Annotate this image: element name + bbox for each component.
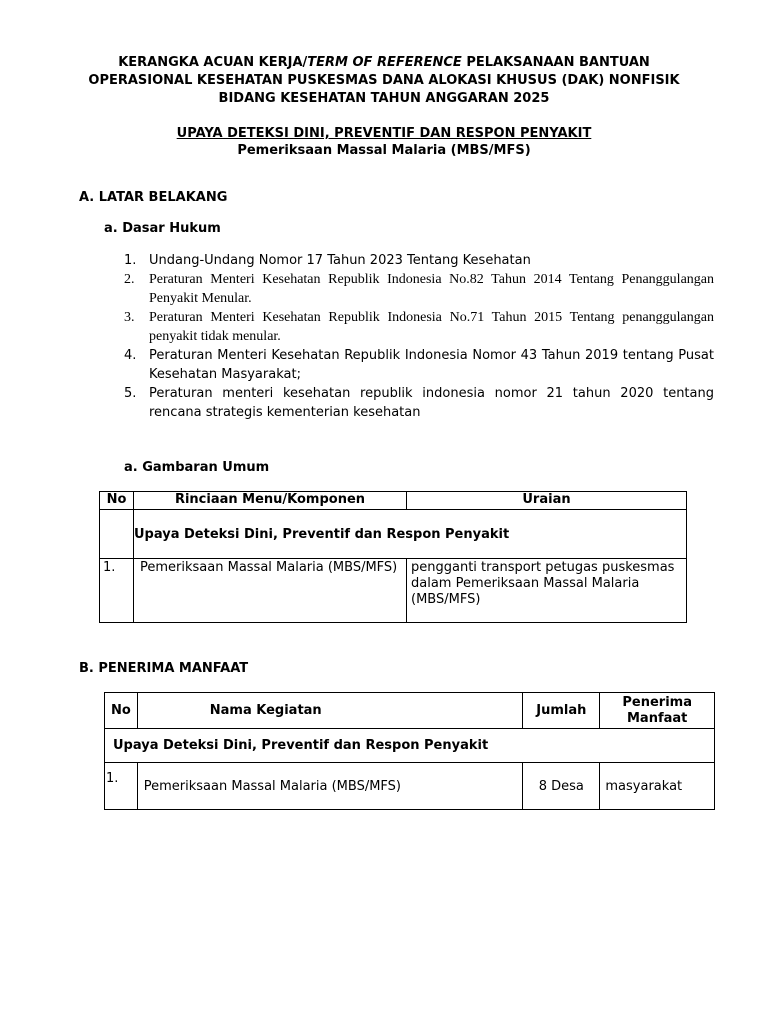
doc-title-line1: KERANGKA ACUAN KERJA/TERM OF REFERENCE PELAKSANAAN BANTUAN: [118, 55, 650, 70]
header-uraian: Uraian: [407, 492, 687, 510]
doc-title-line2: OPERASIONAL KESEHATAN PUSKESMAS DANA ALOKASI KHUSUS (DAK) NONFISIK: [88, 73, 680, 88]
header-penerima: Penerima Manfaat: [600, 693, 715, 729]
dasar-hukum-heading: a. Dasar Hukum: [104, 221, 221, 236]
doc-title-line3: BIDANG KESEHATAN TAHUN ANGGARAN 2025: [218, 91, 550, 106]
cell-jumlah: 8 Desa: [523, 763, 600, 810]
header-no: No: [105, 693, 138, 729]
header-komponen: Rinciaan Menu/Komponen: [134, 492, 407, 510]
cell-komponen: Pemeriksaan Massal Malaria (MBS/MFS): [134, 559, 407, 623]
penerima-manfaat-table: [104, 692, 715, 810]
cell-penerima: masyarakat: [600, 763, 715, 810]
law-item: 1. Undang-Undang Nomor 17 Tahun 2023 Tentang Kesehatan: [124, 253, 531, 268]
group-label: Upaya Deteksi Dini, Preventif dan Respon Penyakit: [105, 729, 715, 763]
law-item: 2. Peraturan Menteri Kesehatan Republik Indonesia No.82 Tahun 2014 Tentang Penanggulangan Penyakit Menular.: [124, 272, 714, 306]
section-a-heading: A. LATAR BELAKANG: [79, 190, 228, 205]
header-kegiatan: Nama Kegiatan: [137, 693, 523, 729]
gambaran-umum-table: [99, 491, 687, 623]
cell-no: 1.: [100, 559, 134, 623]
table-group-row: [105, 729, 715, 763]
table-header-row: [105, 693, 715, 729]
law-item: 4. Peraturan Menteri Kesehatan Republik Indonesia Nomor 43 Tahun 2019 tentang Pusat Kesehatan Masyarakat;: [124, 348, 714, 382]
law-item: 3. Peraturan Menteri Kesehatan Republik Indonesia No.71 Tahun 2015 Tentang penanggulangan penyakit tidak menular.: [124, 310, 714, 344]
cell-no: 1.: [105, 763, 138, 810]
table-header-row: [100, 492, 687, 510]
gambaran-umum-heading: a. Gambaran Umum: [124, 460, 270, 475]
group-label: Upaya Deteksi Dini, Preventif dan Respon Penyakit: [134, 510, 687, 559]
header-no: No: [100, 492, 134, 510]
law-item: 5. Peraturan menteri kesehatan republik indonesia nomor 21 tahun 2020 tentang rencana strategis kementerian kesehatan: [124, 386, 714, 420]
header-jumlah: Jumlah: [523, 693, 600, 729]
cell-uraian: pengganti transport petugas puskesmas dalam Pemeriksaan Massal Malaria (MBS/MFS): [407, 559, 687, 623]
cell-kegiatan: Pemeriksaan Massal Malaria (MBS/MFS): [137, 763, 523, 810]
doc-subtitle-2: Pemeriksaan Massal Malaria (MBS/MFS): [237, 143, 531, 158]
doc-subtitle: UPAYA DETEKSI DINI, PREVENTIF DAN RESPON PENYAKIT: [176, 126, 592, 141]
table-group-row: [100, 510, 687, 559]
table-row: [100, 559, 687, 623]
table-row: [105, 763, 715, 810]
section-b-heading: B. PENERIMA MANFAAT: [79, 661, 249, 676]
